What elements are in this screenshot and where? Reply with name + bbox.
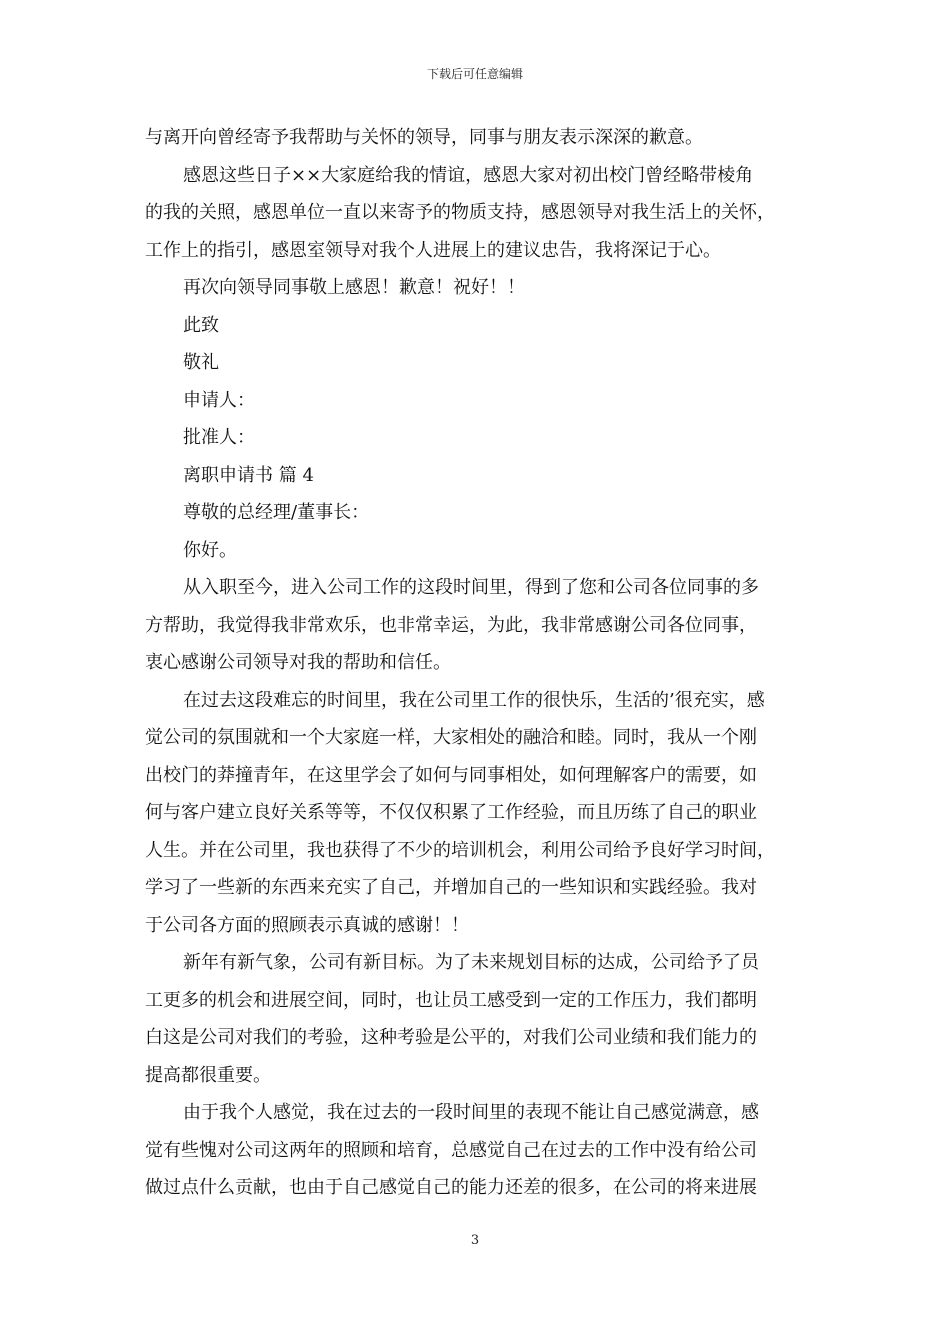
text-line: 方帮助，我觉得我非常欢乐，也非常幸运，为此，我非常感谢公司各位同事， bbox=[145, 614, 757, 636]
text-line: 觉公司的氛围就和一个大家庭一样，大家相处的融洽和睦。同时，我从一个刚 bbox=[145, 727, 757, 748]
text-line: 出校门的莽撞青年，在这里学会了如何与同事相处，如何理解客户的需要，如 bbox=[145, 764, 757, 786]
text-line: 觉有些愧对公司这两年的照顾和培育，总感觉自己在过去的工作中没有给公司 bbox=[145, 1139, 757, 1161]
text-line: 敬礼 bbox=[183, 352, 219, 373]
text-line: 批准人： bbox=[183, 427, 255, 448]
text-line: 衷心感谢公司领导对我的帮助和信任。 bbox=[145, 652, 451, 673]
text-line: 在过去这段难忘的时间里，我在公司里工作的很快乐，生活的’很充实，感 bbox=[183, 689, 765, 711]
text-line: 此致 bbox=[183, 314, 219, 336]
text-line: 的我的关照，感恩单位一直以来寄予的物质支持，感恩领导对我生活上的关怀， bbox=[145, 202, 775, 223]
text-line: 白这是公司对我们的考验，这种考验是公平的，对我们公司业绩和我们能力的 bbox=[145, 1027, 757, 1048]
text-line: 工更多的机会和进展空间，同时，也让员工感受到一定的工作压力，我们都明 bbox=[145, 989, 757, 1011]
text-line: 从入职至今，进入公司工作的这段时间里，得到了您和公司各位同事的多 bbox=[183, 577, 759, 598]
text-line: 再次向领导同事敬上感恩！歉意！祝好！！ bbox=[183, 277, 525, 298]
text-line: 你好。 bbox=[183, 539, 237, 561]
text-line: 做过点什么贡献，也由于自己感觉自己的能力还差的很多，在公司的将来进展 bbox=[145, 1177, 757, 1198]
text-line: 尊敬的总经理/董事长： bbox=[183, 502, 370, 523]
text-line: 由于我个人感觉，我在过去的一段时间里的表现不能让自己感觉满意，感 bbox=[183, 1102, 759, 1123]
text-line: 感恩这些日子××大家庭给我的情谊，感恩大家对初出校门曾经略带棱角 bbox=[183, 164, 754, 186]
text-line: 与离开向曾经寄予我帮助与关怀的领导，同事与朋友表示深深的歉意。 bbox=[145, 127, 703, 148]
text-line: 何与客户建立良好关系等等，不仅仅积累了工作经验，而且历练了自己的职业 bbox=[145, 802, 757, 823]
text-line: 人生。并在公司里，我也获得了不少的培训机会，利用公司给予良好学习时间， bbox=[145, 839, 775, 861]
text-line: 申请人： bbox=[183, 389, 255, 411]
text-line: 提高都很重要。 bbox=[145, 1064, 271, 1086]
document-body bbox=[145, 119, 810, 1207]
text-line: 新年有新气象，公司有新目标。为了未来规划目标的达成，公司给予了员 bbox=[183, 952, 759, 973]
text-line: 工作上的指引，感恩室领导对我个人进展上的建议忠告，我将深记于心。 bbox=[145, 239, 721, 261]
text-line: 于公司各方面的照顾表示真诚的感谢！！ bbox=[145, 914, 469, 936]
text-line: 学习了一些新的东西来充实了自己，并增加自己的一些知识和实践经验。我对 bbox=[145, 877, 757, 898]
page-header: 下载后可任意编辑 bbox=[426, 67, 523, 81]
page-number: 3 bbox=[470, 1233, 480, 1248]
text-line: 离职申请书 篇 4 bbox=[183, 464, 314, 486]
